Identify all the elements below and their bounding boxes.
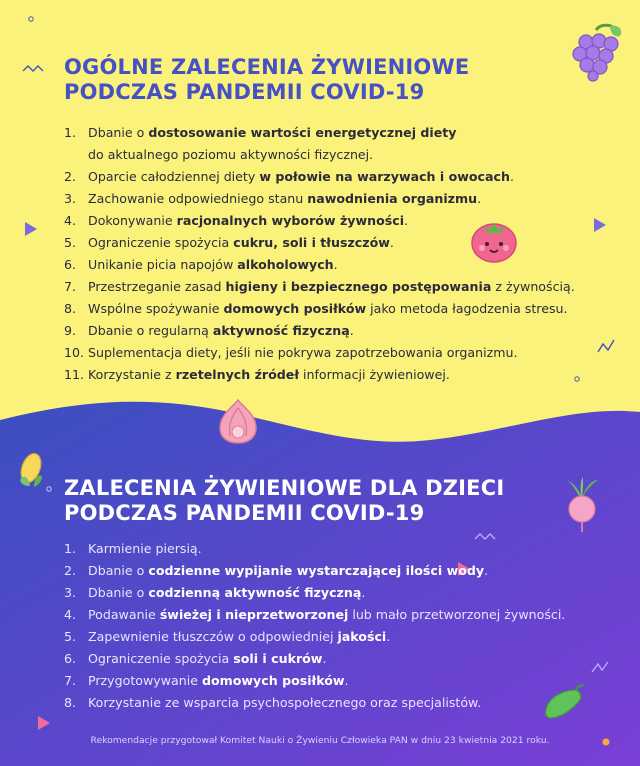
item-text-regular: Wspólne spożywanie [88, 301, 224, 316]
item-text-regular: Oparcie całodziennej diety [88, 169, 260, 184]
item-text-regular: Korzystanie ze wsparcia psychospołecznego oraz specjalistów. [88, 695, 482, 710]
item-text-regular: Przygotowywanie [88, 673, 202, 688]
list-item [64, 298, 604, 320]
item-text-bold: aktywność fizyczną [212, 323, 350, 338]
item-number: 6. [64, 257, 77, 272]
item-text-bold: cukru, soli i tłuszczów [233, 235, 390, 250]
item-text-bold: domowych posiłków [201, 673, 345, 688]
list-item [64, 364, 604, 386]
item-text-regular: Suplementacja diety, jeśli nie pokrywa zapotrzebowania organizmu. [88, 345, 518, 360]
list-item [64, 342, 604, 364]
list-item [64, 692, 604, 714]
item-number: 2. [64, 169, 77, 184]
list-item [64, 210, 604, 232]
item-text-regular: . [349, 323, 354, 338]
item-text-regular: z żywnością. [491, 279, 575, 294]
item-text [88, 166, 514, 188]
item-number: 6. [64, 651, 77, 666]
squiggle-decoration [22, 64, 46, 74]
title-line: ZALECENIA ŻYWIENIOWE DLA DZIECI [64, 476, 505, 500]
item-text-regular: Dokonywanie [88, 213, 177, 228]
section-title-children [64, 476, 524, 526]
footer-note: Rekomendacje przygotował Komitet Nauki o Żywieniu Człowieka PAN w dniu 23 kwietnia 2021 roku. [90, 735, 550, 746]
item-text-bold: soli i cukrów [233, 651, 323, 666]
item-number: 3. [64, 191, 77, 206]
item-text [88, 276, 575, 298]
item-text [88, 582, 365, 604]
item-text-regular: Zapewnienie tłuszczów o odpowiedniej [88, 629, 338, 644]
item-text-regular: . [344, 673, 349, 688]
item-text-regular: . [333, 257, 338, 272]
list-item [64, 188, 604, 210]
item-text-bold: rzetelnych źródeł [175, 367, 300, 382]
item-number: 4. [64, 213, 77, 228]
item-text-regular: . [404, 213, 409, 228]
list-item [64, 560, 604, 582]
item-text-bold: jakości [337, 629, 387, 644]
item-text-bold: codzienną aktywność fizyczną [148, 585, 362, 600]
item-number: 8. [64, 301, 77, 316]
list-item [64, 232, 604, 254]
item-text-bold: domowych posiłków [223, 301, 367, 316]
item-text-bold: alkoholowych [237, 257, 334, 272]
title-line: OGÓLNE ZALECENIA ŻYWIENIOWE [64, 55, 470, 79]
list-item [64, 122, 604, 166]
item-text-bold: racjonalnych wyborów żywności [176, 213, 405, 228]
list-item [64, 320, 604, 342]
item-text-regular: Karmienie piersią. [88, 541, 202, 556]
item-text [88, 254, 338, 276]
item-text [88, 364, 450, 386]
item-text-regular: . [361, 585, 366, 600]
item-text-regular: Przestrzeganie zasad [88, 279, 226, 294]
item-text-regular: Dbanie o [88, 563, 149, 578]
dot-decoration [28, 16, 34, 22]
item-text-bold: dostosowanie wartości energetycznej diety [148, 125, 457, 140]
radish-icon [556, 476, 606, 536]
item-text-regular: jako metoda łagodzenia stresu. [366, 301, 568, 316]
item-text-regular: informacji żywieniowej. [299, 367, 450, 382]
list-item [64, 166, 604, 188]
general-recommendations-list [64, 122, 604, 386]
item-text-regular: . [389, 235, 394, 250]
item-text-regular: . [322, 651, 327, 666]
item-text [88, 670, 349, 692]
item-text [88, 560, 488, 582]
list-item [64, 604, 604, 626]
list-item [64, 538, 604, 560]
item-text-regular: Korzystanie z [88, 367, 176, 382]
item-number: 5. [64, 235, 77, 250]
item-text [88, 298, 568, 320]
item-text [88, 232, 394, 254]
list-item [64, 582, 604, 604]
item-number: 7. [64, 279, 77, 294]
item-text-regular: Dbanie o regularną [88, 323, 213, 338]
item-text [88, 604, 565, 626]
item-number: 1. [64, 541, 77, 556]
item-text-bold: w połowie na warzywach i owocach [259, 169, 510, 184]
dot-decoration [46, 486, 52, 492]
item-text-regular: Ograniczenie spożycia [88, 651, 234, 666]
item-number: 8. [64, 695, 77, 710]
triangle-decoration [25, 222, 37, 236]
item-number: 3. [64, 585, 77, 600]
item-text [88, 626, 390, 648]
item-text [88, 210, 408, 232]
children-recommendations-list [64, 538, 604, 714]
item-number: 5. [64, 629, 77, 644]
item-number: 9. [64, 323, 77, 338]
onion-icon [212, 396, 264, 446]
item-text-regular: . [477, 191, 482, 206]
item-text-regular: Zachowanie odpowiedniego stanu [88, 191, 308, 206]
item-text [88, 538, 202, 560]
item-number: 7. [64, 673, 77, 688]
item-text-regular: . [509, 169, 514, 184]
item-text-regular: Dbanie o [88, 585, 149, 600]
item-text [88, 648, 326, 670]
item-text-regular: . [484, 563, 489, 578]
section-title-general [64, 55, 484, 105]
item-text [88, 342, 517, 364]
list-item [64, 670, 604, 692]
item-text-bold: codzienne wypijanie wystarczającej ilości wody [148, 563, 485, 578]
corn-icon [14, 450, 48, 490]
item-text [88, 122, 457, 166]
item-text-regular: . [386, 629, 391, 644]
item-text-regular: Ograniczenie spożycia [88, 235, 234, 250]
item-number: 2. [64, 563, 77, 578]
triangle-decoration [38, 716, 50, 730]
item-text-continuation: do aktualnego poziomu aktywności fizycznej. [88, 147, 374, 162]
grapes-icon [566, 22, 628, 82]
item-text-regular: lub mało przetworzonej żywności. [348, 607, 566, 622]
item-number: 4. [64, 607, 77, 622]
item-text-regular: Unikanie picia napojów [88, 257, 238, 272]
item-number: 11. [64, 367, 85, 382]
list-item [64, 626, 604, 648]
item-text-regular: Dbanie o [88, 125, 149, 140]
item-text [88, 188, 481, 210]
list-item [64, 648, 604, 670]
list-item [64, 254, 604, 276]
title-line: PODCZAS PANDEMII COVID-19 [64, 80, 425, 104]
item-text-regular: Podawanie [88, 607, 160, 622]
item-text [88, 692, 481, 714]
item-number: 1. [64, 125, 77, 140]
title-line: PODCZAS PANDEMII COVID-19 [64, 501, 425, 525]
item-text-bold: świeżej i nieprzetworzonej [159, 607, 349, 622]
item-number: 10. [64, 345, 85, 360]
item-text [88, 320, 354, 342]
item-text-bold: higieny i bezpiecznego postępowania [225, 279, 492, 294]
item-text-bold: nawodnienia organizmu [307, 191, 478, 206]
list-item [64, 276, 604, 298]
